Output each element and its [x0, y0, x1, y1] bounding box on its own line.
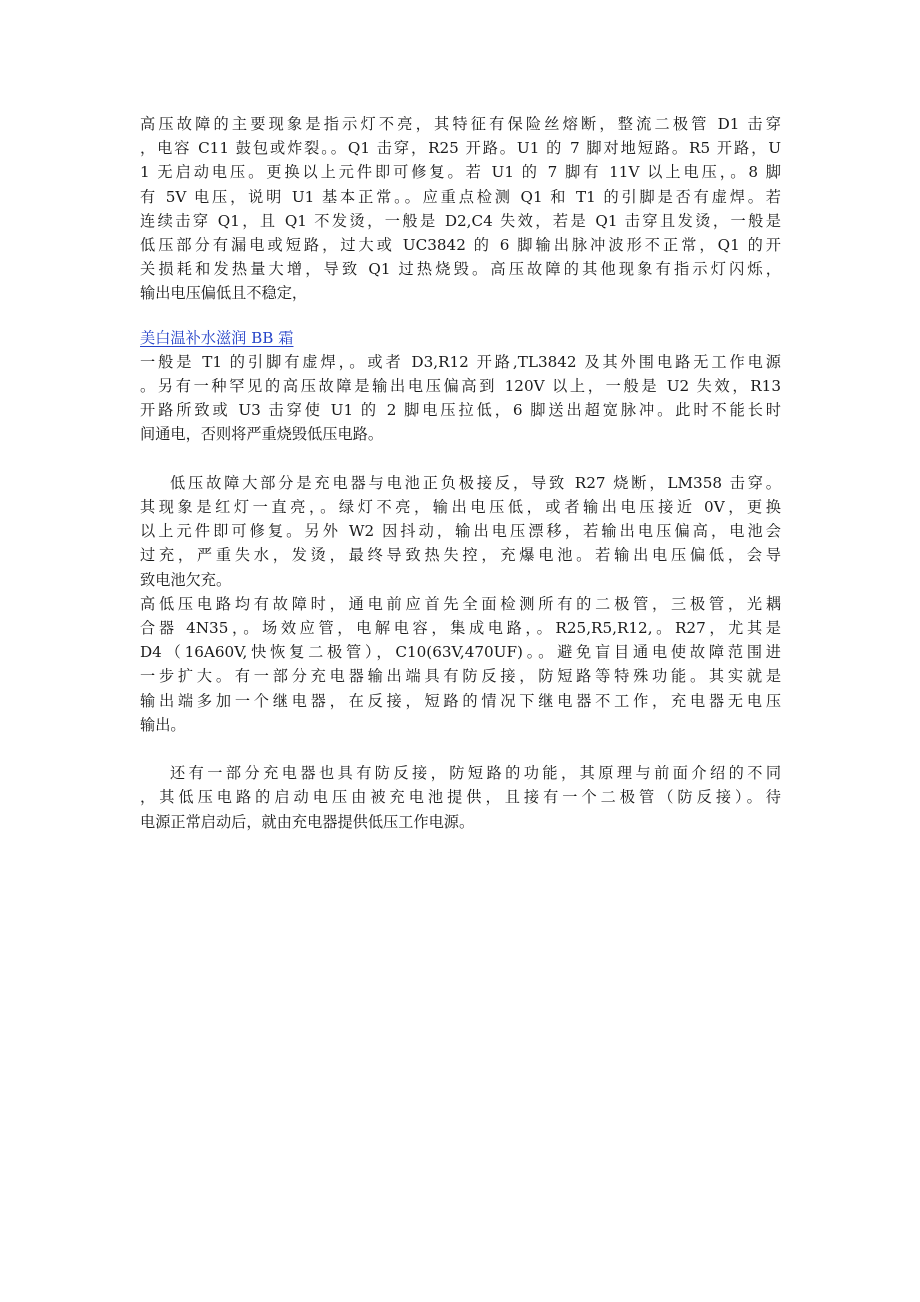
text-line: 间通电，否则将严重烧毁低压电路。 — [140, 425, 383, 444]
text-line: 高压故障的主要现象是指示灯不亮，其特征有保险丝熔断，整流二极管 D1 击穿 — [140, 115, 781, 133]
text-line: D4（16A60V,快恢复二极管），C10(63V,470UF)。。避免盲目通电使故障范围进 — [140, 643, 781, 662]
text-line: 低压故障大部分是充电器与电池正负极接反，导致 R27 烧断，LM358 击穿。 — [170, 473, 781, 492]
document-body — [140, 112, 781, 834]
text-line: 一般是 T1 的引脚有虚焊，。或者 D3,R12 开路,TL3842 及其外围电路无工作电源 — [140, 352, 781, 371]
spacer — [140, 447, 781, 471]
paragraph-low-voltage-fault — [140, 471, 781, 592]
paragraph-reverse-protection — [140, 761, 781, 834]
paragraph-both-faults — [140, 592, 781, 737]
text-line: 过充，严重失水，发烫，最终导致热失控，充爆电池。若输出电压偏低，会导 — [140, 546, 781, 565]
text-line: 输出端多加一个继电器，在反接，短路的情况下继电器不工作，充电器无电压 — [140, 691, 781, 710]
text-line: 1 无启动电压。更换以上元件即可修复。若 U1 的 7 脚有 11V 以上电压，。8 脚 — [140, 163, 781, 182]
text-line: 输出。 — [140, 715, 186, 734]
text-line: ，其低压电路的启动电压由被充电池提供，且接有一个二极管（防反接）。待 — [140, 788, 781, 807]
text-line: ，电容 C11 鼓包或炸裂。。Q1 击穿，R25 开路。U1 的 7 脚对地短路。R5 开路，U — [140, 139, 781, 158]
text-line: 关损耗和发热量大增，导致 Q1 过热烧毁。高压故障的其他现象有指示灯闪烁， — [140, 260, 781, 279]
text-line: 其现象是红灯一直亮，。绿灯不亮，输出电压低，或者输出电压接近 0V，更换 — [140, 498, 781, 517]
text-line: 低压部分有漏电或短路，过大或 UC3842 的 6 脚输出脉冲波形不正常，Q1 的开 — [140, 236, 781, 255]
text-line: 连续击穿 Q1，且 Q1 不发烫，一般是 D2,C4 失效，若是 Q1 击穿且发烫，一般是 — [140, 211, 781, 230]
spacer — [140, 306, 781, 326]
text-line: 输出电压偏低且不稳定， — [140, 284, 308, 303]
text-line: 还有一部分充电器也具有防反接，防短路的功能，其原理与前面介绍的不同 — [170, 764, 781, 783]
text-line: 致电池欠充。 — [140, 570, 232, 589]
product-link[interactable]: 美白温补水滋润 BB 霜 — [140, 328, 294, 347]
spacer — [140, 737, 781, 761]
text-line: 合器 4N35，。场效应管，电解电容，集成电路，。R25,R5,R12,。R27，尤其是 — [140, 619, 781, 638]
text-line: 以上元件即可修复。另外 W2 因抖动，输出电压漂移，若输出电压偏高，电池会 — [140, 522, 781, 541]
text-line: 高低压电路均有故障时，通电前应首先全面检测所有的二极管，三极管，光耦 — [140, 594, 781, 613]
text-line: 有 5V 电压，说明 U1 基本正常。。应重点检测 Q1 和 T1 的引脚是否有虚焊。若 — [140, 187, 781, 206]
paragraph-high-voltage-fault — [140, 112, 781, 306]
text-line: 。另有一种罕见的高压故障是输出电压偏高到 120V 以上，一般是 U2 失效，R13 — [140, 377, 781, 396]
text-line: 电源正常启动后，就由充电器提供低压工作电源。 — [140, 812, 475, 831]
text-line: 开路所致或 U3 击穿使 U1 的 2 脚电压拉低，6 脚送出超宽脉冲。此时不能长时 — [140, 401, 781, 420]
text-line: 一步扩大。有一部分充电器输出端具有防反接，防短路等特殊功能。其实就是 — [140, 667, 781, 686]
paragraph-high-voltage-cont — [140, 350, 781, 447]
